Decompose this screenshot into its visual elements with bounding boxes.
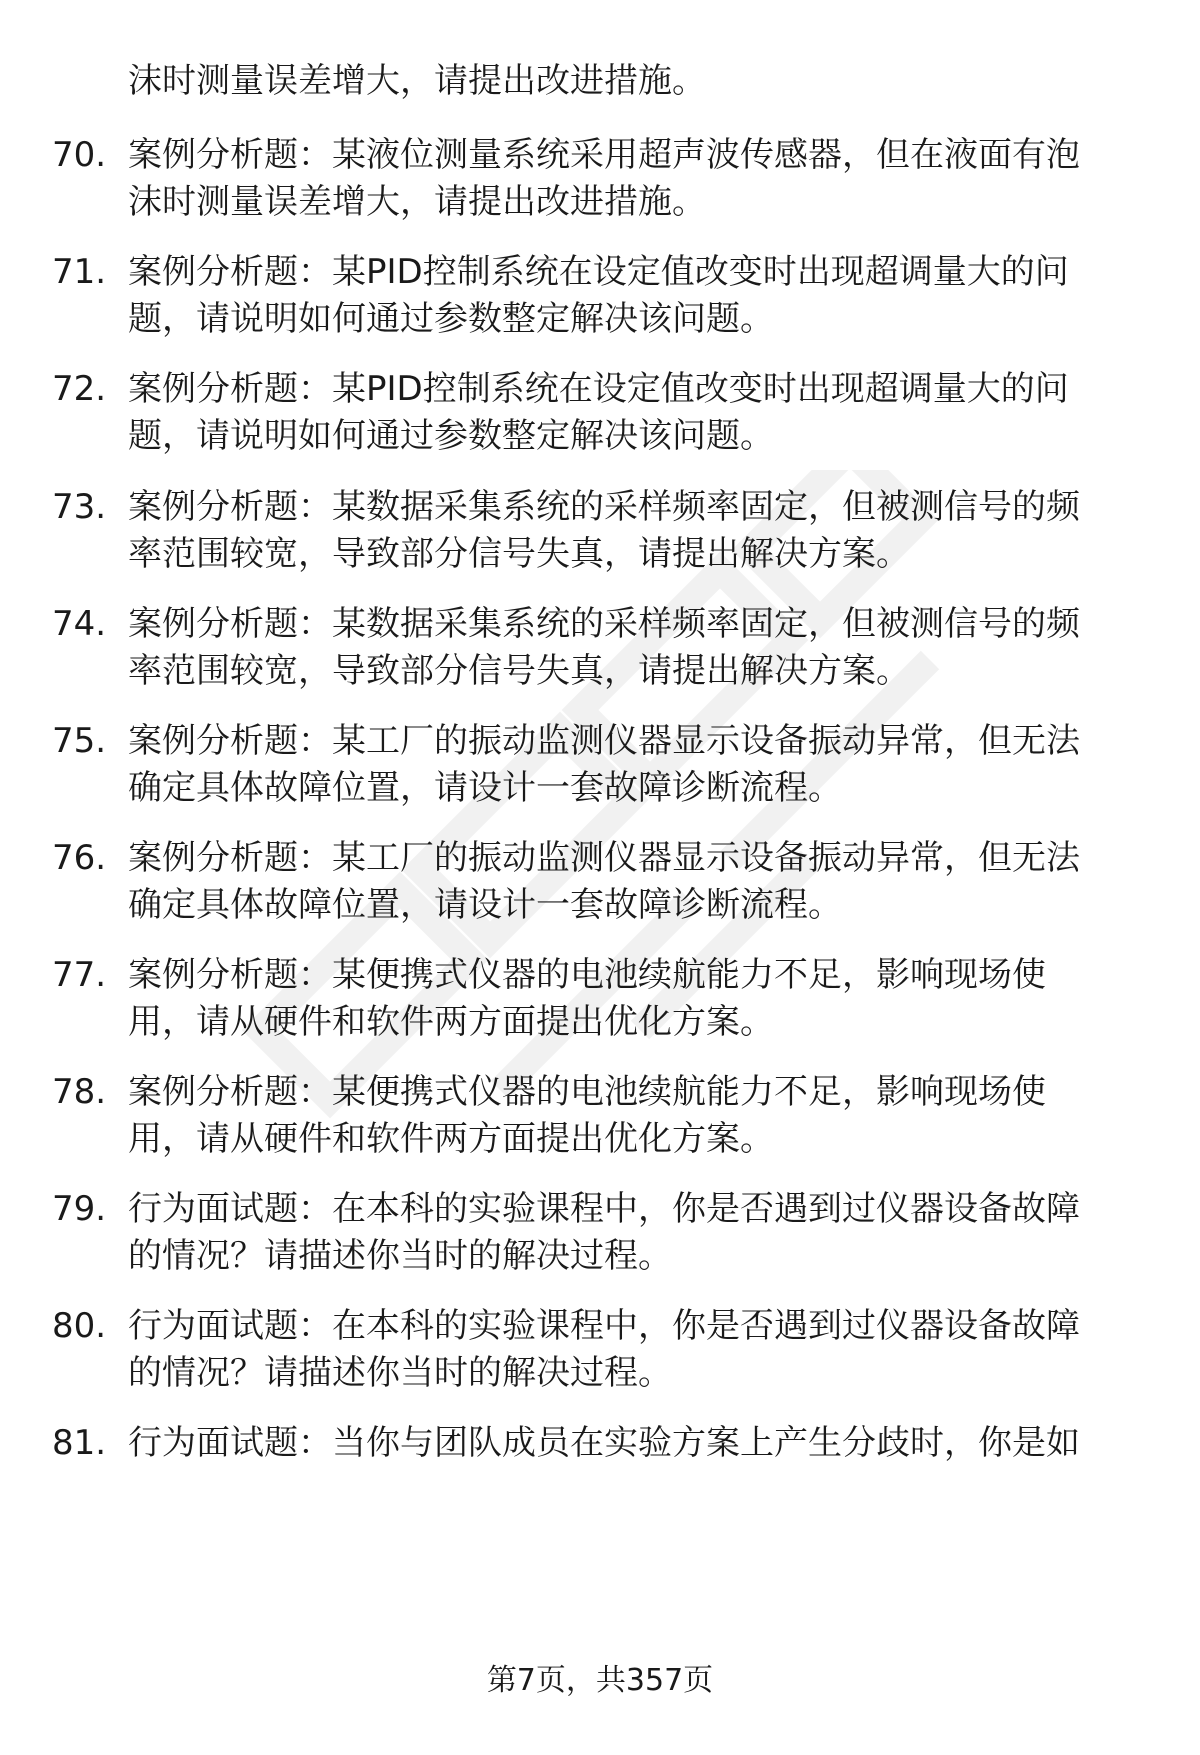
list-item	[0, 249, 1200, 349]
question-number: 74.	[52, 604, 107, 644]
question-text-line: 确定具体故障位置，请设计一套故障诊断流程。	[128, 768, 842, 808]
question-number: 78.	[52, 1072, 107, 1112]
list-item	[0, 132, 1200, 232]
list-item	[0, 1420, 1200, 1470]
question-text-line: 率范围较宽，导致部分信号失真，请提出解决方案。	[128, 651, 910, 691]
question-text-line: 案例分析题：某数据采集系统的采样频率固定，但被测信号的频	[128, 487, 1080, 527]
question-text-line: 案例分析题：某便携式仪器的电池续航能力不足，影响现场使	[128, 955, 1046, 995]
question-text-line: 的情况？请描述你当时的解决过程。	[128, 1353, 672, 1393]
question-text-line: 行为面试题：在本科的实验课程中，你是否遇到过仪器设备故障	[128, 1306, 1080, 1346]
list-item	[0, 1303, 1200, 1403]
question-number: 70.	[52, 135, 107, 175]
question-text-line: 案例分析题：某液位测量系统采用超声波传感器，但在液面有泡	[128, 135, 1080, 175]
question-number: 76.	[52, 838, 107, 878]
question-text-line: 题，请说明如何通过参数整定解决该问题。	[128, 416, 774, 456]
question-number: 71.	[52, 252, 107, 292]
question-text-line: 行为面试题：当你与团队成员在实验方案上产生分歧时，你是如	[128, 1423, 1080, 1463]
list-item	[0, 601, 1200, 701]
list-item	[0, 366, 1200, 466]
list-item	[0, 484, 1200, 584]
question-number: 80.	[52, 1306, 107, 1346]
question-number: 79.	[52, 1189, 107, 1229]
question-text-line: 行为面试题：在本科的实验课程中，你是否遇到过仪器设备故障	[128, 1189, 1080, 1229]
question-text-line: 题，请说明如何通过参数整定解决该问题。	[128, 299, 774, 339]
question-number: 72.	[52, 369, 107, 409]
question-number: 77.	[52, 955, 107, 995]
continued-question-text: 沫时测量误差增大，请提出改进措施。	[128, 61, 706, 101]
question-text-line: 用，请从硬件和软件两方面提出优化方案。	[128, 1002, 774, 1042]
list-item	[0, 952, 1200, 1052]
question-text-line: 案例分析题：某PID控制系统在设定值改变时出现超调量大的问	[128, 369, 1069, 409]
question-text-line: 案例分析题：某工厂的振动监测仪器显示设备振动异常，但无法	[128, 721, 1080, 761]
list-item	[0, 835, 1200, 935]
question-text-line: 案例分析题：某数据采集系统的采样频率固定，但被测信号的频	[128, 604, 1080, 644]
question-text-line: 的情况？请描述你当时的解决过程。	[128, 1236, 672, 1276]
question-text-line: 案例分析题：某PID控制系统在设定值改变时出现超调量大的问	[128, 252, 1069, 292]
list-item	[0, 1186, 1200, 1286]
question-number: 75.	[52, 721, 107, 761]
question-text-line: 率范围较宽，导致部分信号失真，请提出解决方案。	[128, 534, 910, 574]
question-text-line: 案例分析题：某工厂的振动监测仪器显示设备振动异常，但无法	[128, 838, 1080, 878]
question-number: 73.	[52, 487, 107, 527]
list-item	[0, 1069, 1200, 1169]
question-text-line: 案例分析题：某便携式仪器的电池续航能力不足，影响现场使	[128, 1072, 1046, 1112]
question-text-line: 确定具体故障位置，请设计一套故障诊断流程。	[128, 885, 842, 925]
question-number: 81.	[52, 1423, 107, 1463]
page-number-footer: 第7页，共357页	[486, 1663, 714, 1698]
question-text-line: 沫时测量误差增大，请提出改进措施。	[128, 182, 706, 222]
question-text-line: 用，请从硬件和软件两方面提出优化方案。	[128, 1119, 774, 1159]
list-item	[0, 718, 1200, 818]
